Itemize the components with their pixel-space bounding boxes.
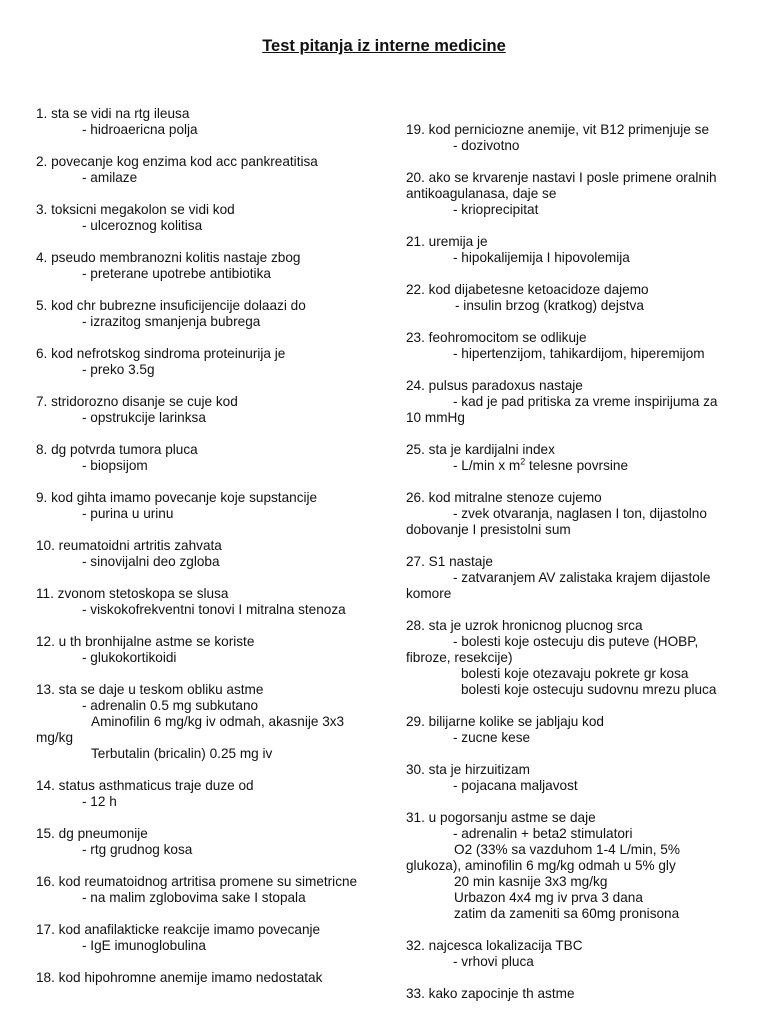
answer-text: - adrenalin 0.5 mg subkutano: [82, 698, 259, 713]
question-item: [36, 586, 366, 618]
answer-text: Aminofilin 6 mg/kg iv odmah, akasnije 3x3: [91, 714, 345, 729]
question-text: 30. sta je hirzuitizam: [406, 762, 530, 777]
answer-text: - opstrukcije larinksa: [82, 410, 206, 425]
answer-text: bolesti koje ostecuju sudovnu mrezu pluca: [461, 682, 717, 697]
answer-text: - amilaze: [82, 170, 138, 185]
question-text: 24. pulsus paradoxus nastaje: [406, 378, 583, 393]
answer-text: - preko 3.5g: [82, 362, 155, 377]
answer-text: - ulceroznog kolitisa: [82, 218, 203, 233]
question-item: [406, 490, 740, 538]
answer-text: 20 min kasnije 3x3 mg/kg: [454, 874, 608, 889]
question-text: 1. sta se vidi na rtg ileusa: [36, 106, 190, 121]
question-text: 19. kod perniciozne anemije, vit B12 primenjuje se: [406, 122, 710, 137]
question-text: 20. ako se krvarenje nastavi I posle primene oralnih antikoagulanasa, daje se: [406, 170, 717, 201]
question-item: [36, 826, 366, 858]
answer-text: - insulin brzog (kratkog) dejstva: [455, 298, 644, 313]
answer-text: - hidroaericna polja: [82, 122, 198, 137]
question-item: [36, 874, 366, 906]
answer-text-part: telesne povrsine: [525, 458, 629, 473]
answer-text: - zvek otvaranja, naglasen I ton, dijastolno: [453, 506, 707, 521]
question-item: [406, 714, 740, 746]
question-text: 12. u th bronhijalne astme se koriste: [36, 634, 255, 649]
question-text: 28. sta je uzrok hronicnog plucnog srca: [406, 618, 643, 633]
answer-text: [406, 458, 740, 474]
answer-text: 10 mmHg: [406, 410, 465, 425]
answer-text: - na malim zglobovima sake I stopala: [82, 890, 306, 905]
question-text: 9. kod gihta imamo povecanje koje supstancije: [36, 490, 318, 505]
answer-text: - pojacana maljavost: [453, 778, 578, 793]
question-text: 3. toksicni megakolon se vidi kod: [36, 202, 235, 217]
question-item: [36, 106, 366, 138]
question-item: [36, 922, 366, 954]
question-item: [36, 442, 366, 474]
question-item: [406, 442, 740, 474]
question-item: [36, 346, 366, 378]
question-text: 10. reumatoidni artritis zahvata: [36, 538, 222, 553]
answer-text: - sinovijalni deo zgloba: [82, 554, 220, 569]
question-text: 15. dg pneumonije: [36, 826, 148, 841]
question-item: [36, 538, 366, 570]
question-text: 22. kod dijabetesne ketoacidoze dajemo: [406, 282, 649, 297]
left-column: [36, 106, 366, 1002]
question-text: 7. stridorozno disanje se cuje kod: [36, 394, 238, 409]
question-item: [406, 234, 740, 266]
question-item: [406, 122, 740, 154]
question-item: [406, 170, 740, 218]
question-text: 31. u pogorsanju astme se daje: [406, 810, 596, 825]
answer-text: - viskokofrekventni tonovi I mitralna stenoza: [82, 602, 346, 617]
question-text: 13. sta se daje u teskom obliku astme: [36, 682, 264, 697]
answer-text: glukoza), aminofilin 6 mg/kg odmah u 5% gly: [406, 858, 676, 873]
question-item: [36, 298, 366, 330]
answer-text: - zucne kese: [453, 730, 531, 745]
question-text: 23. feohromocitom se odlikuje: [406, 330, 587, 345]
question-item: [36, 154, 366, 186]
answer-text: - biopsijom: [82, 458, 148, 473]
question-text: 33. kako zapocinje th astme: [406, 986, 575, 1001]
question-item: [36, 490, 366, 522]
question-text: 17. kod anafilakticke reakcije imamo povecanje: [36, 922, 321, 937]
question-text: 8. dg potvrda tumora pluca: [36, 442, 198, 457]
question-item: [406, 378, 740, 426]
question-text: 6. kod nefrotskog sindroma proteinurija je: [36, 346, 286, 361]
question-item: [36, 394, 366, 426]
answer-text: - krioprecipitat: [453, 202, 539, 217]
question-text: 5. kod chr bubrezne insuficijencije dolaazi do: [36, 298, 306, 313]
answer-text: - 12 h: [82, 794, 117, 809]
answer-text: - rtg grudnog kosa: [82, 842, 193, 857]
question-text: 32. najcesca lokalizacija TBC: [406, 938, 583, 953]
question-text: 27. S1 nastaje: [406, 554, 493, 569]
question-item: [406, 938, 740, 970]
answer-text: Urbazon 4x4 mg iv prva 3 dana: [454, 890, 643, 905]
answer-text: - bolesti koje ostecuju dis puteve (HOBP,: [453, 634, 699, 649]
question-item: [406, 330, 740, 362]
answer-text: dobovanje I presistolni sum: [406, 522, 571, 537]
question-item: [36, 634, 366, 666]
question-item: [406, 554, 740, 602]
question-text: 18. kod hipohromne anemije imamo nedostatak: [36, 970, 323, 985]
question-text: 14. status asthmaticus traje duze od: [36, 778, 254, 793]
answer-text: - hipertenzijom, tahikardijom, hiperemijom: [453, 346, 705, 361]
question-item: [406, 810, 740, 922]
superscript: 2: [520, 456, 526, 467]
answer-text: mg/kg: [36, 730, 74, 745]
question-item: [36, 202, 366, 234]
answer-text: bolesti koje otezavaju pokrete gr kosa: [461, 666, 689, 681]
question-text: 4. pseudo membranozni kolitis nastaje zbog: [36, 250, 301, 265]
answer-text: - dozivotno: [453, 138, 520, 153]
answer-text: - kad je pad pritiska za vreme inspirijuma za: [453, 394, 718, 409]
question-item: [406, 762, 740, 794]
answer-text: - purina u urinu: [82, 506, 174, 521]
answer-text-part: - L/min x m: [453, 458, 521, 473]
answer-text: - IgE imunoglobulina: [82, 938, 206, 953]
question-item: [406, 282, 740, 314]
answer-text: - glukokortikoidi: [82, 650, 177, 665]
question-item: [36, 250, 366, 282]
question-text: 26. kod mitralne stenoze cujemo: [406, 490, 602, 505]
question-text: 25. sta je kardijalni index: [406, 442, 555, 457]
question-text: 16. kod reumatoidnog artritisa promene su simetricne: [36, 874, 358, 889]
question-item: [36, 682, 366, 762]
question-text: 29. bilijarne kolike se jabljaju kod: [406, 714, 604, 729]
answer-text: - preterane upotrebe antibiotika: [82, 266, 271, 281]
answer-text: - vrhovi pluca: [453, 954, 534, 969]
answer-text: - hipokalijemija I hipovolemija: [453, 250, 630, 265]
answer-text: - izrazitog smanjenja bubrega: [82, 314, 261, 329]
answer-text: - adrenalin + beta2 stimulatori: [453, 826, 633, 841]
answer-text: Terbutalin (bricalin) 0.25 mg iv: [91, 746, 273, 761]
question-text: 21. uremija je: [406, 234, 488, 249]
question-text: 11. zvonom stetoskopa se slusa: [36, 586, 229, 601]
document-title: Test pitanja iz interne medicine: [262, 37, 506, 55]
answer-text: fibroze, resekcije): [406, 650, 513, 665]
answer-text: zatim da zameniti sa 60mg pronisona: [454, 906, 680, 921]
question-item: [406, 618, 740, 698]
question-text: 2. povecanje kog enzima kod acc pankreatitisa: [36, 154, 318, 169]
question-item: [406, 986, 740, 1002]
right-column: [406, 122, 740, 1018]
answer-text: - zatvaranjem AV zalistaka krajem dijastole: [453, 570, 711, 585]
answer-text: O2 (33% sa vazduhom 1-4 L/min, 5%: [454, 842, 680, 857]
question-item: [36, 778, 366, 810]
question-item: [36, 970, 366, 986]
answer-text: komore: [406, 586, 452, 601]
